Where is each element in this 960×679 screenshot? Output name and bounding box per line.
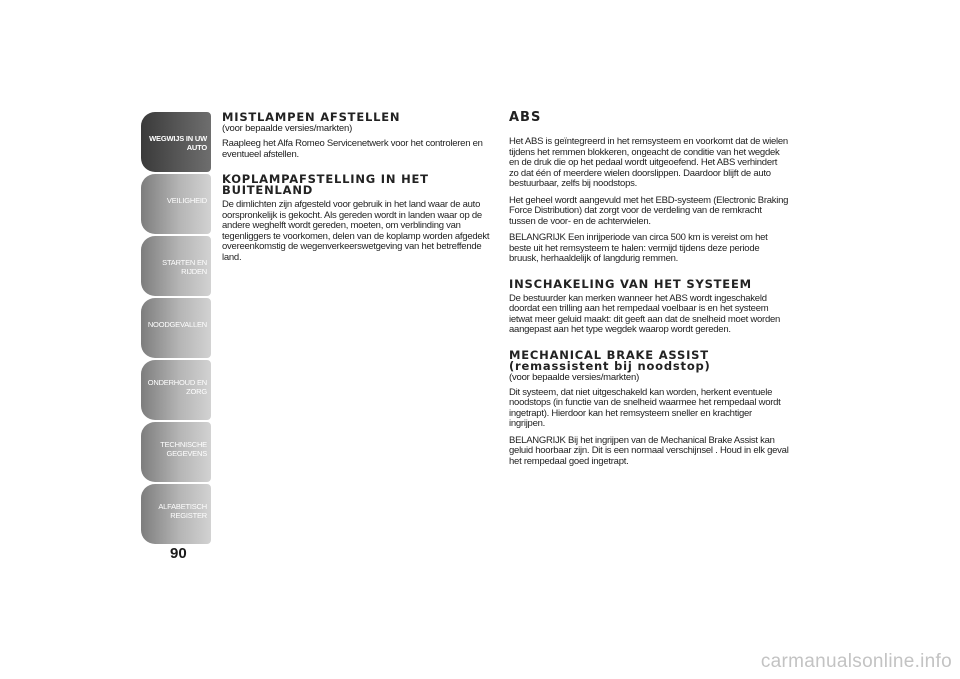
chapter-tab-sidebar <box>141 112 211 546</box>
section-subtitle: (voor bepaalde versies/markten) <box>509 371 640 383</box>
tab-label: VEILIGHEID <box>166 196 207 205</box>
section-title-mechanical-brake-assist <box>509 347 789 373</box>
paragraph: Dit systeem, dat niet uitgeschakeld kan worden, herkent eventuele noodstops (in functie van de snelheid waarmee het rempedaal wordt ingetrapt). Hierdoor kan het remsysteem sneller en krachtiger ingrijpen. <box>509 386 781 429</box>
tab-label: WEGWIJS IN UW <box>149 134 207 143</box>
tab-noodgevallen[interactable] <box>141 298 211 358</box>
paragraph: Raapleeg het Alfa Romeo Servicenetwerk voor het controleren en eventueel afstellen. <box>222 138 483 160</box>
right-column <box>509 112 789 473</box>
section-subtitle: (voor bepaalde versies/markten) <box>222 123 353 134</box>
tab-starten-en-rijden[interactable] <box>141 236 211 296</box>
section-title-koplampafstelling <box>222 174 492 196</box>
tab-label: TECHNISCHE <box>160 440 207 449</box>
tab-label: ONDERHOUD EN <box>147 378 207 387</box>
title-line: KOPLAMPAFSTELLING IN HET <box>222 172 429 186</box>
paragraph: De dimlichten zijn afgesteld voor gebruik in het land waar de auto oorspronkelijk is gekocht. Als gereden wordt in landen waar op de andere weghelft wordt gereden, moeten, om verblinding van tegenliggers te voorkomen, delen van de koplamp worden afgedekt overeenkomstig de wegenverkeerswetgeving van het betreffende land. <box>222 199 490 263</box>
left-column <box>222 112 492 269</box>
tab-onderhoud-en-zorg[interactable] <box>141 360 211 420</box>
tab-veiligheid[interactable] <box>141 174 211 234</box>
tab-label: GEGEVENS <box>166 449 207 458</box>
title-line: (remassistent bij noodstop) <box>509 358 711 373</box>
paragraph: Het geheel wordt aangevuld met het EBD-systeem (Electronic Braking Force Distribution) dat zorgt voor de verdeling van de remkracht tussen de voor- en de achterwielen. <box>509 194 789 227</box>
title-line: MECHANICAL BRAKE ASSIST <box>509 347 709 362</box>
tab-technische-gegevens[interactable] <box>141 422 211 482</box>
section-title-inschakeling: INSCHAKELING VAN HET SYSTEEM <box>509 276 752 291</box>
tab-label: ALFABETISCH <box>158 502 207 511</box>
tab-label: NOODGEVALLEN <box>147 320 207 329</box>
section-title-mistlampen: MISTLAMPEN AFSTELLEN <box>222 110 401 124</box>
section-title-abs: ABS <box>509 110 542 125</box>
tab-alfabetisch-register[interactable] <box>141 484 211 544</box>
tab-label: AUTO <box>186 143 207 152</box>
tab-label: STARTEN EN RIJDEN <box>162 258 207 276</box>
paragraph: De bestuurder kan merken wanneer het ABS wordt ingeschakeld doordat een trilling aan het rempedaal voelbaar is en het systeem ietwat meer geluid maakt: dit geeft aan dat de snelheid moet worden aangepast aan het type wegdek waarop wordt gereden. <box>509 292 781 335</box>
tab-wegwijs-in-uw-auto[interactable] <box>141 112 211 172</box>
tab-label: REGISTER <box>170 511 207 520</box>
page-number: 90 <box>170 545 187 562</box>
title-line: BUITENLAND <box>222 183 314 197</box>
paragraph: Het ABS is geïntegreerd in het remsysteem en voorkomt dat de wielen tijdens het remmen blokkeren, ongeacht de conditie van het wegdek en de druk die op het pedaal wordt uitgeoefend. Het ABS verhindert zo dat één of meerdere wielen doorslippen. Daardoor blijft de auto bestuurbaar, zelfs bij noodstops. <box>509 136 788 189</box>
tab-label: ZORG <box>186 387 207 396</box>
paragraph: BELANGRIJK Een inrijperiode van circa 500 km is vereist om het beste uit het remsysteem te halen: vermijd tijdens deze periode bruusk, herhaaldelijk of langdurig remmen. <box>509 232 768 264</box>
watermark: carmanualsonline.info <box>760 651 952 672</box>
paragraph: BELANGRIJK Bij het ingrijpen van de Mechanical Brake Assist kan geluid hoorbaar zijn. Dit is een normaal verschijnsel . Houd in elk geval het rempedaal goed ingetrapt. <box>509 434 789 467</box>
